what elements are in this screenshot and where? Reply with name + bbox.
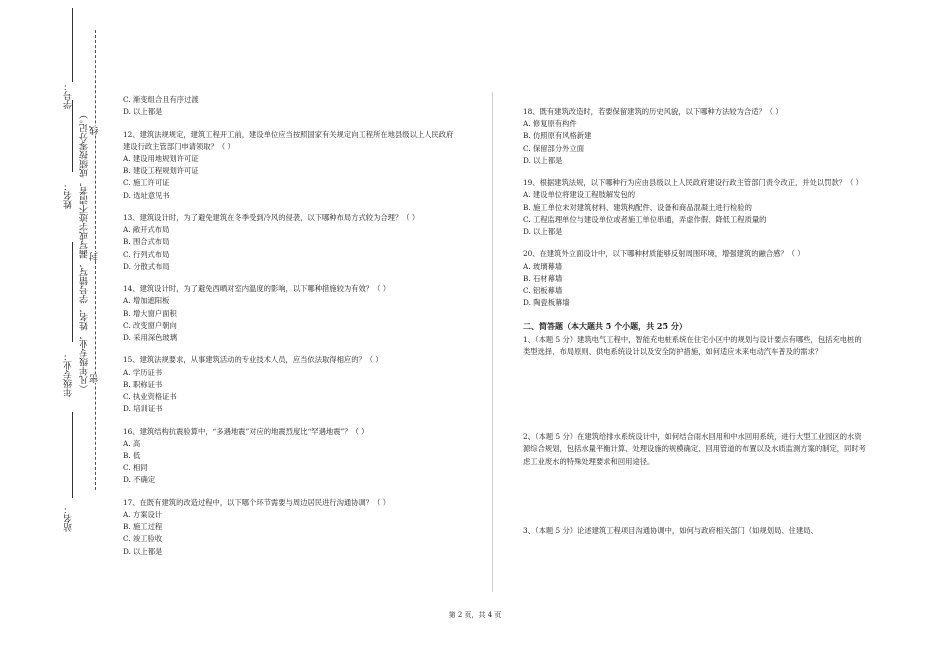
option: B. 施工过程 (123, 522, 163, 532)
xuehao-label: 学号： (64, 82, 74, 109)
answer-space (523, 358, 868, 431)
option: C. 行列式布局 (123, 249, 170, 259)
option: A. 敞开式布局 (123, 225, 170, 235)
option: B. 围合式布局 (123, 237, 170, 247)
answer-space (523, 468, 868, 525)
option: D. 以上都是 (123, 107, 163, 117)
short-answer-2: 2、（本题 5 分）在建筑给排水系统设计中，如何结合雨水回用和中水回用系统，进行大型工业园区的水资源综合规划，包括水量平衡计算、处理设施的规模确定、回用管道的布置以及水质监测方案的制定，同时考虑工业废水的特殊处理要求和回用途径。 (523, 432, 866, 466)
option: C. 保留部分外立面 (523, 143, 585, 153)
option: D. 分散式布局 (123, 261, 170, 271)
question-20 (523, 248, 868, 309)
option: C. 施工许可证 (123, 178, 170, 188)
question-stem: 15、建筑法规要求，从事建筑活动的专业技术人员，应当依法取得相应的？（ ） (123, 355, 383, 365)
question-11-tail (123, 94, 459, 118)
seal-mi: 密 (90, 374, 100, 383)
question-stem: 17、在既有建筑的改造过程中，以下哪个环节需要与周边居民进行沟通协调？（ ） (123, 497, 390, 507)
question-18 (523, 106, 868, 167)
question-13 (123, 212, 459, 273)
xingming-label: 姓名： (64, 182, 74, 209)
nianji-line (72, 242, 73, 342)
question-stem: 16、建筑结构抗震验算中，“多遇地震”对应的地震烈度比“罕遇地震”？（ ） (123, 426, 369, 436)
zhanming-line (72, 412, 73, 498)
option: D. 以上都是 (523, 227, 563, 237)
xingming-line (72, 100, 73, 172)
option: D. 陶瓷板幕墙 (523, 298, 570, 308)
question-19 (523, 177, 868, 238)
option: A. 建设单位将建设工程肢解发包的 (523, 190, 636, 200)
option: A. 建设用地规划许可证 (123, 154, 199, 163)
option: C. 相同 (123, 463, 148, 473)
question-stem: 14、建筑设计时，为了避免西晒对室内温度的影响，以下哪种措施较为有效？（ ） (123, 284, 390, 294)
question-17 (123, 497, 459, 558)
right-column (523, 106, 868, 537)
option: A. 增加遮阳板 (123, 296, 170, 306)
question-stem: 20、在建筑外立面设计中，以下哪种材质能够反射周围环境，增强建筑的融合感？（ ） (523, 249, 805, 259)
column-divider (492, 92, 493, 592)
question-stem: 19、根据建筑法规，以下哪种行为应由县级以上人民政府建设行政主管部门责令改正，并处以罚款？（ ） (523, 178, 863, 188)
section-title: 二、简答题（本大题共 5 个小题，共 25 分） (523, 320, 687, 331)
question-12 (123, 129, 459, 202)
option: D. 培训证书 (123, 404, 163, 414)
seal-feng: 封 (90, 252, 100, 261)
option: B. 建设工程规划许可证 (123, 166, 199, 176)
option: C. 铝板幕墙 (523, 286, 563, 296)
question-stem: 18、既有建筑改造时，若要保留建筑的历史风貌，以下哪种方法较为合适？（ ） (523, 107, 783, 116)
option: D. 选址意见书 (123, 190, 170, 200)
question-15 (123, 354, 459, 415)
option: C. 工程监理单位与建设单位或者施工单位串通，弄虚作假、降低工程质量的 (523, 214, 767, 224)
option: C. 竣工验收 (123, 534, 163, 544)
option: A. 学历证书 (123, 367, 163, 377)
question-14 (123, 283, 459, 344)
short-answer-3: 3、（本题 5 分）论述建筑工程项目沟通协调中，如何与政府相关部门（如规划局、住建局、 (523, 525, 818, 535)
option: B. 职称证书 (123, 379, 163, 389)
zhanming-label: 站名： (64, 505, 74, 532)
option: B. 仿照原有风格新建 (523, 131, 592, 141)
option: A. 玻璃幕墙 (523, 261, 563, 271)
xuehao-line (72, 8, 73, 82)
option: B. 低 (123, 451, 141, 461)
seal-xian: 线 (90, 126, 100, 135)
option: A. 高 (123, 438, 141, 448)
option: D. 以上都是 (523, 155, 563, 165)
question-stem: 12、建筑法规规定，建筑工程开工前，建设单位应当按照国家有关规定向工程所在地县级以上人民政府建设行政主管部门申请领取？（ ） (123, 129, 454, 151)
option: D. 不确定 (123, 475, 156, 485)
option: B. 增大窗户面积 (123, 308, 177, 318)
question-16 (123, 426, 459, 487)
option: B. 石材幕墙 (523, 273, 563, 283)
option: A. 修复原有构件 (523, 119, 577, 129)
left-column (123, 94, 459, 568)
short-answer-1: 1、（本题 5 分）建筑电气工程中，智能充电桩系统在住宅小区中的规划与设计要点有哪些，包括充电桩的类型选择、布局原则、供电系统设计以及安全防护措施，如何适应未来电动汽车普及的需求？ (523, 334, 862, 357)
option: A. 方案设计 (123, 510, 163, 520)
option: C. 改变窗户朝向 (123, 320, 177, 330)
question-stem: 13、建筑设计时，为了避免建筑在冬季受到冷风的侵袭，以下哪种布局方式较为合理？（ ） (123, 213, 420, 222)
option: D. 采用深色玻璃 (123, 333, 178, 343)
nianji-label: 年级专业： (64, 352, 74, 397)
option: C. 渐变组合且有序过渡 (123, 95, 199, 104)
option: B. 施工单位未对建筑材料、建筑构配件、设备和商品混凝土进行检验的 (523, 202, 752, 212)
binding-notice: （凡年级专业、姓名、学号错写、漏写或字迹不清者，成绩按零分记。） (80, 110, 90, 394)
option: D. 以上都是 (123, 546, 163, 556)
page-footer: 第 2 页，共 4 页 (448, 611, 502, 619)
option: C. 执业资格证书 (123, 392, 177, 402)
binding-strip (0, 0, 105, 672)
